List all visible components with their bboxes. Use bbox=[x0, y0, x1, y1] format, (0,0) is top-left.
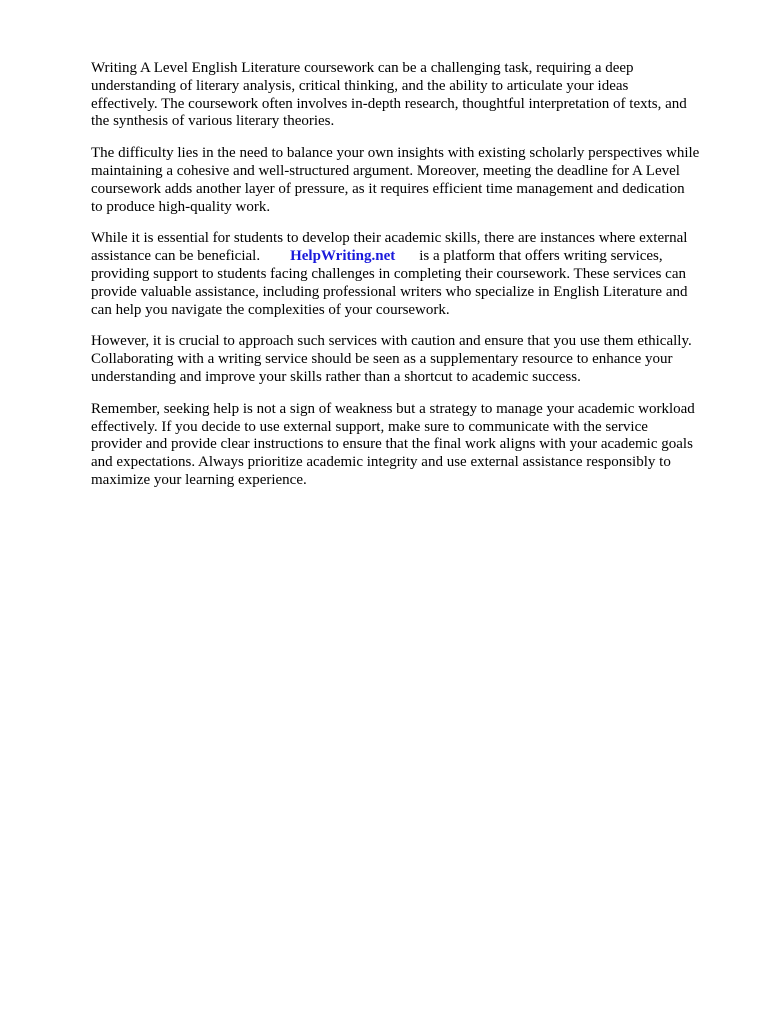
paragraph-line: and expectations. Always prioritize academic integrity and use external assistance responsibly to bbox=[91, 454, 671, 471]
paragraph-line: coursework adds another layer of pressure, as it requires efficient time management and dedication bbox=[91, 180, 685, 197]
paragraph-text-after-link: is a platform that offers writing services, bbox=[419, 248, 663, 265]
paragraph-line: While it is essential for students to develop their academic skills, there are instances where external bbox=[91, 230, 688, 247]
paragraph-line: effectively. The coursework often involves in-depth research, thoughtful interpretation of texts, and bbox=[91, 95, 687, 112]
paragraph-line: provide valuable assistance, including professional writers who specialize in English Literature and bbox=[91, 283, 688, 300]
paragraph-3 bbox=[91, 230, 727, 319]
paragraph-line: effectively. If you decide to use external support, make sure to communicate with the service bbox=[91, 418, 648, 435]
helpwriting-link[interactable]: HelpWriting.net bbox=[290, 248, 396, 265]
paragraph-2 bbox=[91, 145, 727, 216]
paragraph-4 bbox=[91, 333, 727, 386]
paragraph-line: understanding of literary analysis, critical thinking, and the ability to articulate your ideas bbox=[91, 77, 629, 94]
document-body bbox=[91, 60, 727, 504]
paragraph-line-with-link bbox=[91, 248, 727, 266]
paragraph-line: The difficulty lies in the need to balance your own insights with existing scholarly perspectives while bbox=[91, 145, 700, 162]
paragraph-line: Remember, seeking help is not a sign of weakness but a strategy to manage your academic workload bbox=[91, 400, 695, 417]
paragraph-5 bbox=[91, 401, 727, 490]
paragraph-line: provider and provide clear instructions to ensure that the final work aligns with your academic goals bbox=[91, 436, 693, 453]
paragraph-text-before-link: assistance can be beneficial. bbox=[91, 248, 261, 265]
paragraph-line: to produce high-quality work. bbox=[91, 198, 271, 215]
paragraph-line: However, it is crucial to approach such services with caution and ensure that you use them ethically. bbox=[91, 333, 692, 350]
paragraph-line: can help you navigate the complexities of your coursework. bbox=[91, 301, 450, 318]
paragraph-1 bbox=[91, 60, 727, 131]
paragraph-line: Writing A Level English Literature coursework can be a challenging task, requiring a deep bbox=[91, 60, 634, 76]
paragraph-line: the synthesis of various literary theories. bbox=[91, 113, 335, 130]
paragraph-line: Collaborating with a writing service should be seen as a supplementary resource to enhance your bbox=[91, 351, 673, 368]
paragraph-line: understanding and improve your skills rather than a shortcut to academic success. bbox=[91, 368, 581, 385]
paragraph-line: maintaining a cohesive and well-structured argument. Moreover, meeting the deadline for A Level bbox=[91, 162, 680, 179]
paragraph-line: maximize your learning experience. bbox=[91, 471, 307, 488]
paragraph-line: providing support to students facing challenges in completing their coursework. These services can bbox=[91, 265, 686, 282]
